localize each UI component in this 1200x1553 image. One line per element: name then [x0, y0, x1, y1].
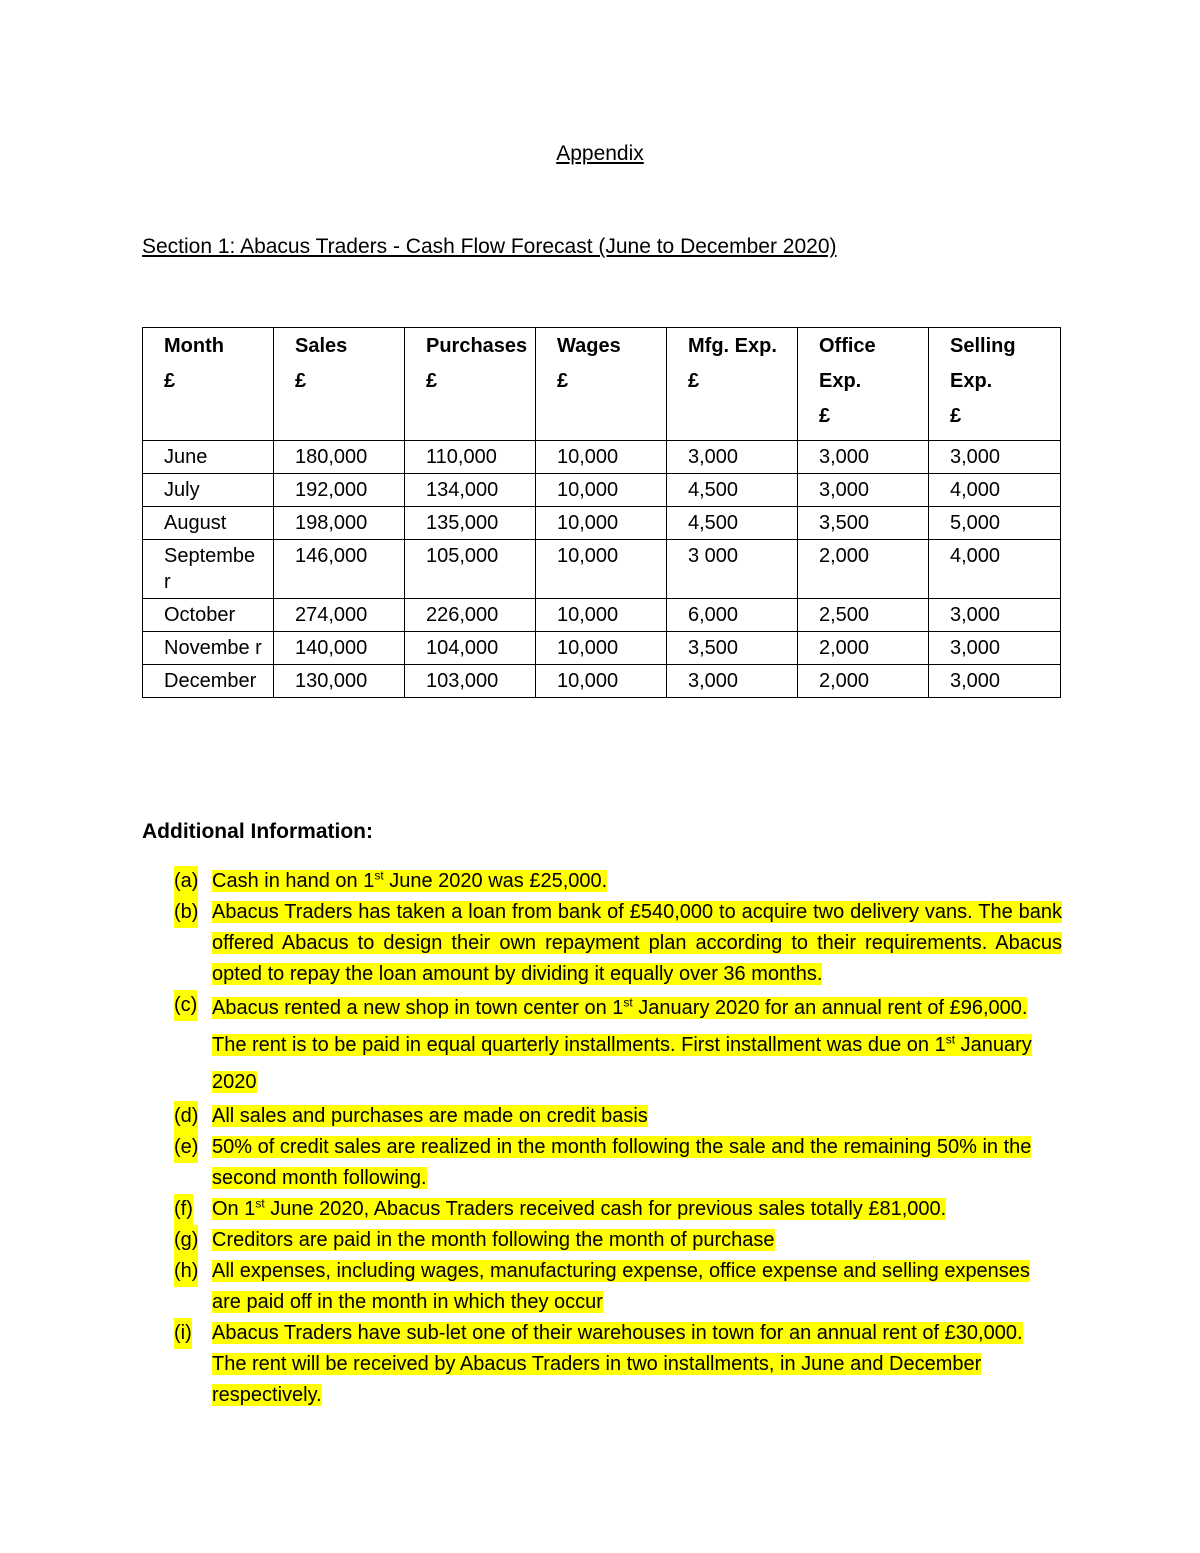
header-month: Month £ [143, 328, 274, 441]
item-marker: (c) [174, 990, 197, 1021]
item-marker: (g) [174, 1225, 198, 1256]
table-row [143, 474, 1061, 507]
list-item-f [174, 1194, 1062, 1225]
table-row [143, 441, 1061, 474]
item-marker: (h) [174, 1256, 198, 1287]
table-cell: 3,000 [929, 665, 1061, 698]
item-text: Cash in hand on 1 [212, 870, 375, 892]
table-row [143, 507, 1061, 540]
table-cell: 10,000 [536, 599, 667, 632]
table-cell: 4,000 [929, 474, 1061, 507]
list-item-e [174, 1132, 1062, 1194]
additional-info-list [174, 866, 1062, 1411]
list-item-c [174, 990, 1062, 1101]
table-cell: 3,000 [667, 441, 798, 474]
list-item-h [174, 1256, 1062, 1318]
header-purchases: Purchases £ [405, 328, 536, 441]
table-cell: 3,500 [798, 507, 929, 540]
table-cell: 130,000 [274, 665, 405, 698]
table-cell: 104,000 [405, 632, 536, 665]
item-text: January 2020 for an annual rent of £96,000. The rent is to be paid in equal quarterly installments. First installment was due on 1 [212, 997, 1028, 1056]
table-cell: 192,000 [274, 474, 405, 507]
table-cell: 103,000 [405, 665, 536, 698]
table-cell: 10,000 [536, 474, 667, 507]
table-cell: 10,000 [536, 507, 667, 540]
additional-info-heading: Additional Information: [142, 820, 373, 843]
table-cell: 226,000 [405, 599, 536, 632]
table-cell: 10,000 [536, 540, 667, 599]
header-sales: Sales £ [274, 328, 405, 441]
list-item-b [174, 897, 1062, 990]
section-title: Section 1: Abacus Traders - Cash Flow Forecast (June to December 2020) [142, 235, 837, 258]
table-cell: 3,000 [929, 599, 1061, 632]
table-cell: 105,000 [405, 540, 536, 599]
header-selling-exp: Selling Exp. £ [929, 328, 1061, 441]
item-text: 50% of credit sales are realized in the month following the sale and the remaining 50% in the second month following. [212, 1136, 1032, 1189]
table-cell: 2,000 [798, 632, 929, 665]
table-cell: 10,000 [536, 632, 667, 665]
table-cell: 110,000 [405, 441, 536, 474]
header-office-exp: Office Exp. £ [798, 328, 929, 441]
table-row [143, 599, 1061, 632]
superscript: st [945, 1032, 956, 1047]
superscript: st [623, 995, 633, 1010]
table-cell: 180,000 [274, 441, 405, 474]
superscript: st [374, 868, 384, 883]
item-text: All expenses, including wages, manufacturing expense, office expense and selling expenses are paid off in the month in which they occur [212, 1260, 1030, 1313]
table-cell: Novembe r [143, 632, 274, 665]
table-cell: 140,000 [274, 632, 405, 665]
table-cell: 3,500 [667, 632, 798, 665]
item-marker: (f) [174, 1194, 193, 1225]
item-text: June 2020, Abacus Traders received cash for previous sales totally £81,000. [264, 1198, 947, 1220]
table-cell: 135,000 [405, 507, 536, 540]
table-cell: 4,500 [667, 507, 798, 540]
item-text: All sales and purchases are made on credit basis [212, 1105, 648, 1127]
cash-flow-table [142, 327, 1061, 698]
table-cell: 6,000 [667, 599, 798, 632]
table-cell: 4,000 [929, 540, 1061, 599]
list-item-g [174, 1225, 1062, 1256]
table-cell: 5,000 [929, 507, 1061, 540]
header-wages: Wages £ [536, 328, 667, 441]
header-mfg-exp: Mfg. Exp. £ [667, 328, 798, 441]
item-text: Abacus Traders has taken a loan from bank of £540,000 to acquire two delivery vans. The bank offered Abacus to design their own repayment plan according to their requirements. Abacus opted to repay the loan amount by dividing it equally over 36 months. [212, 901, 1062, 985]
table-cell: 134,000 [405, 474, 536, 507]
item-marker: (b) [174, 897, 198, 928]
table-row [143, 540, 1061, 599]
table-cell: August [143, 507, 274, 540]
table-cell: 2,000 [798, 540, 929, 599]
list-item-a [174, 866, 1062, 897]
table-cell: Septembe r [143, 540, 274, 599]
table-cell: 3,000 [798, 474, 929, 507]
table-cell: 146,000 [274, 540, 405, 599]
table-cell: October [143, 599, 274, 632]
item-marker: (a) [174, 866, 198, 897]
table-cell: July [143, 474, 274, 507]
item-text: January 2020 [212, 1034, 1032, 1093]
table-cell: 4,500 [667, 474, 798, 507]
item-text: June 2020 was £25,000. [383, 870, 608, 892]
superscript: st [255, 1196, 265, 1211]
table-cell: 198,000 [274, 507, 405, 540]
table-row [143, 632, 1061, 665]
page-title: Appendix [556, 142, 644, 165]
list-item-d [174, 1101, 1062, 1132]
table-cell: 3,000 [929, 441, 1061, 474]
item-marker: (d) [174, 1101, 198, 1132]
table-cell: 10,000 [536, 441, 667, 474]
table-cell: December [143, 665, 274, 698]
item-text: Abacus Traders have sub-let one of their warehouses in town for an annual rent of £30,000. The rent will be received by Abacus Traders in two installments, in June and December respectively. [212, 1322, 1023, 1406]
table-cell: 3 000 [667, 540, 798, 599]
table-cell: 2,000 [798, 665, 929, 698]
item-text: On 1 [212, 1198, 256, 1220]
table-cell: 10,000 [536, 665, 667, 698]
table-cell: 3,000 [667, 665, 798, 698]
table-row [143, 665, 1061, 698]
list-item-i [174, 1318, 1062, 1411]
item-text: Creditors are paid in the month following the month of purchase [212, 1229, 775, 1251]
table-cell: 3,000 [798, 441, 929, 474]
table-header-row [143, 328, 1061, 441]
table-cell: 2,500 [798, 599, 929, 632]
item-marker: (i) [174, 1318, 192, 1349]
item-marker: (e) [174, 1132, 198, 1163]
table-cell: 3,000 [929, 632, 1061, 665]
item-text: Abacus rented a new shop in town center on 1 [212, 997, 624, 1019]
table-cell: June [143, 441, 274, 474]
table-cell: 274,000 [274, 599, 405, 632]
